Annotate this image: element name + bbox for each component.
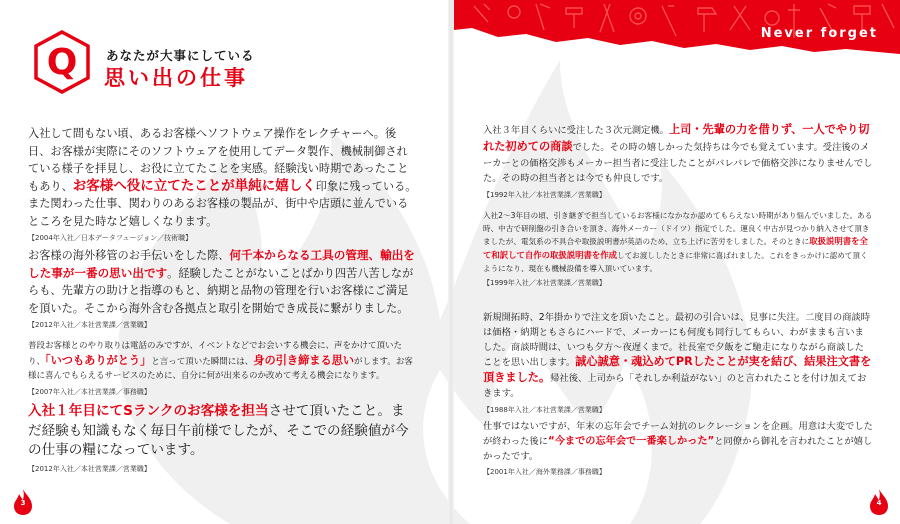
body-text: がします。お客様に喜んでもらえるサービスのために、自分に何が出来るのか改めて考える機会になります。 bbox=[28, 356, 413, 381]
highlight-text: 入社１年目にてSランクのお客様を担当 bbox=[28, 403, 269, 419]
highlight-text: “今までの忘年会で一番楽しかった” bbox=[548, 436, 715, 447]
body-text: と言って頂いた瞬間には、 bbox=[151, 356, 254, 367]
body-text: お客様の海外移管のお手伝いをした際、 bbox=[28, 249, 230, 262]
highlight-text: 取扱説明書を全て和訳して自作の取扱説明書を作成 bbox=[483, 236, 868, 260]
body-text: と同僚から御礼を言われたことが嬉しかったです。 bbox=[483, 436, 873, 462]
body-text: でした。その時の嬉しかった気持ちは今でも覚えています。受注後のメーカーとの価格交渉もメーカー担当者に受注したことがバレバレで価格交渉になりませんでした。その時の担当者とは今でも仲良しです。 bbox=[483, 141, 873, 185]
testimonial-entry-8 bbox=[483, 419, 873, 477]
testimonial-source: 【1999年入社／本社営業課／営業職】 bbox=[483, 279, 606, 288]
body-text: 新規開拓時、2年掛かりで注文を頂いたこと。最初の引合いは、見事に失注。二度目の商談時は価格・納期ともさらにハードで、メーカーにも何度も同行してもらい、わがままも言いました。商談時間は、いつも夕方～夜遅くまで。社長室で夕飯をご馳走になりながら商談したことを思い出します。 bbox=[483, 312, 871, 369]
testimonial-text bbox=[483, 122, 873, 187]
testimonial-source: 【2004年入社／日本データフュージョン／技術職】 bbox=[28, 234, 193, 242]
page-number-text: 3 bbox=[20, 499, 26, 507]
testimonial-text bbox=[483, 419, 873, 464]
page-number-right bbox=[868, 488, 890, 516]
page-number-left bbox=[12, 488, 34, 516]
highlight-text: お客様へ役に立てたことが単純に嬉しく bbox=[72, 177, 316, 194]
testimonial-entry-6 bbox=[483, 209, 873, 288]
q-logo-letter: Q bbox=[46, 42, 78, 83]
body-text: 帰社後、上司から「それしか利益がない」のと言われたことを付け加えておきます。 bbox=[483, 373, 867, 399]
body-text: 仕事ではないですが、年末の忘年会でチーム対抗のレクレーションを企画。用意は大変でしたが終わった後に bbox=[483, 421, 873, 447]
q-logo-icon bbox=[30, 30, 94, 94]
body-text: 。経験したことがないことばかり四苦八苦しながらも、先輩方の助けと指導のもと、納期と品物の管理を行いお客様にご満足を頂いた。そこから海外含む各拠点と取引を開始でき成長に繋がりました。 bbox=[28, 266, 414, 315]
page-number-text: 4 bbox=[876, 499, 882, 507]
testimonial-source: 【1992年入社／本社営業課／営業職】 bbox=[483, 191, 606, 200]
section-title: 思い出の仕事 bbox=[104, 66, 248, 90]
highlight-text: 誠心誠意・魂込めてPRしたことが実を結び、結果注文書を頂きました。 bbox=[483, 355, 872, 385]
body-text: してお渡ししたときに非常に喜ばれました。これをきっかけに認めて頂くようになり、現在も機械設備を導入頂いています。 bbox=[483, 250, 868, 273]
testimonial-source: 【2007年入社／本社営業課／事務職】 bbox=[28, 387, 151, 396]
highlight-text: 上司・先輩の力を借りず、一人でやり切れた初めての商談 bbox=[483, 123, 870, 153]
testimonial-source: 【2012年入社／本社営業課／営業職】 bbox=[28, 464, 151, 473]
body-text: 入社３年目くらいに受注した３次元測定機。 bbox=[483, 125, 669, 136]
testimonial-text bbox=[28, 125, 418, 230]
highlight-text: 身の引き締まる思い bbox=[253, 353, 355, 367]
highlight-text: 「いつもありがとう」 bbox=[45, 353, 152, 367]
highlight-text: 何千本からなる工具の管理、輸出をした事が一番の思い出です bbox=[28, 248, 415, 280]
testimonial-entry-1 bbox=[28, 125, 418, 243]
body-text: 印象に残っている。また関わった仕事、関わりのあるお客様の製品が、街中や店頭に並んでいるところを見た時など嬉しくなります。 bbox=[28, 179, 417, 228]
testimonial-source: 【1988年入社／本社営業課／営業職】 bbox=[483, 405, 606, 414]
body-text: させて頂いたこと。まだ経験も知識もなく毎日午前様でしたが、そこでの経験値が今の仕事の糧になっています。 bbox=[28, 403, 409, 458]
testimonial-entry-3 bbox=[28, 339, 418, 397]
section-subtitle: あなたが大事にしている bbox=[106, 48, 255, 63]
body-text: 入社2～3年目の頃、引き継ぎで担当しているお客様になかなか認めてもらえない時期があり悩んでいました。ある時、中古で研削盤の引き合いを頂き、海外メーカー（ドイツ）指定でした。運良く中古が見つかり納入させて頂きましたが、電気系の不具合や取扱説明書が英語のため、立ち上げに苦労をしました。そのときに bbox=[483, 211, 873, 247]
page-gutter bbox=[448, 0, 454, 524]
body-text: 普段お客様とのやり取りは電話のみですが、イベントなどでお会いする機会に、声をかけて頂いたり、 bbox=[28, 341, 403, 367]
testimonial-text bbox=[28, 339, 418, 384]
testimonial-entry-2 bbox=[28, 247, 418, 330]
testimonial-source: 【2012年入社／本社営業課／営業職】 bbox=[28, 321, 151, 329]
testimonial-text bbox=[28, 402, 418, 461]
testimonial-text bbox=[483, 311, 873, 402]
never-forget-tagline: Never forget bbox=[760, 26, 878, 41]
testimonial-entry-4 bbox=[28, 402, 418, 474]
testimonial-source: 【2001年入社／海外業務課／事務職】 bbox=[483, 468, 606, 476]
testimonial-text bbox=[483, 209, 873, 275]
body-text: 入社して間もない頃、あるお客様へソフトウェア操作をレクチャーへ。後日、お客様が実際にそのソフトウェアを使用してデータ製作、機械制御されている様子を拝見し、お役に立てたことを実感。経験浅い時期であったこともあり、 bbox=[28, 127, 409, 193]
testimonial-entry-7 bbox=[483, 311, 873, 415]
testimonial-entry-5 bbox=[483, 122, 873, 200]
testimonial-text bbox=[28, 247, 418, 317]
